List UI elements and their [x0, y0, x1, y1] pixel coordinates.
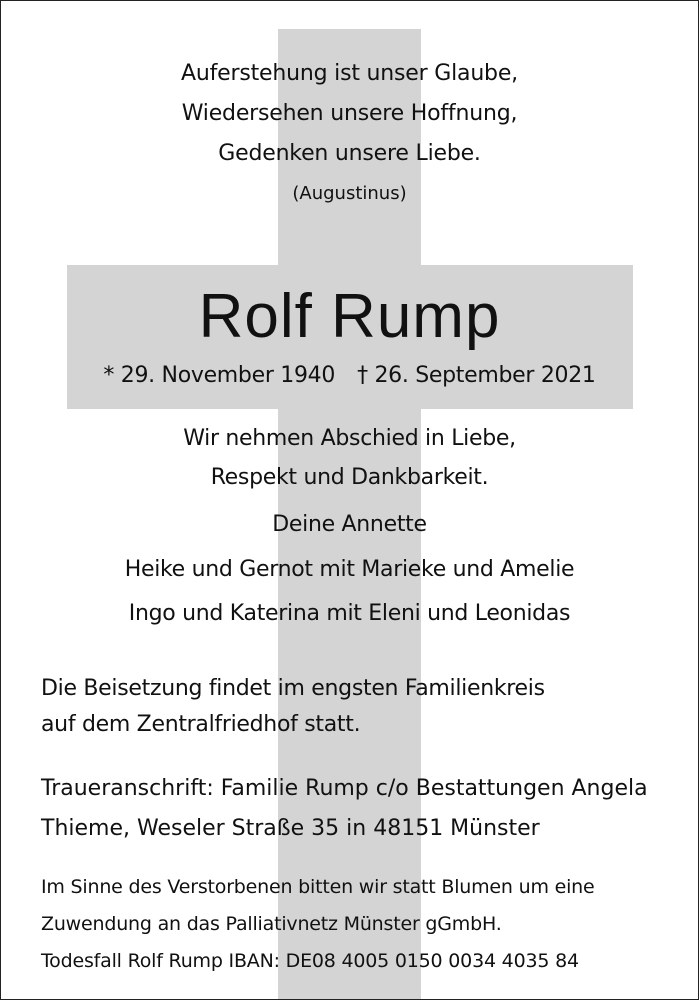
address-line-1: Traueranschrift: Familie Rump c/o Bestattungen Angela	[41, 776, 648, 801]
family-line-2: Heike und Gernot mit Marieke und Amelie	[124, 557, 575, 582]
farewell-line-1: Wir nehmen Abschied in Liebe,	[183, 426, 516, 451]
quote-source: (Augustinus)	[292, 183, 407, 204]
deceased-name: Rolf Rump	[198, 282, 501, 351]
quote-line-3: Gedenken unsere Liebe.	[218, 141, 481, 166]
burial-line-1: Die Beisetzung findet im engsten Familienkreis	[41, 676, 545, 701]
donation-line-1: Im Sinne des Verstorbenen bitten wir statt Blumen um eine	[41, 876, 595, 898]
burial-line-2: auf dem Zentralfriedhof statt.	[41, 712, 361, 737]
life-dates	[1, 363, 698, 388]
donation-line-2: Zuwendung an das Palliativnetz Münster gGmbH.	[41, 913, 502, 935]
donation-line-3: Todesfall Rolf Rump IBAN: DE08 4005 0150 0034 4035 84	[41, 950, 579, 972]
quote-line-1: Auferstehung ist unser Glaube,	[181, 61, 518, 86]
address-line-2: Thieme, Weseler Straße 35 in 48151 Münster	[41, 816, 540, 841]
family-line-3: Ingo und Katerina mit Eleni und Leonidas	[128, 601, 571, 626]
birth-date: * 29. November 1940	[103, 363, 336, 388]
quote-line-2: Wiedersehen unsere Hoffnung,	[181, 101, 518, 126]
farewell-line-2: Respekt und Dankbarkeit.	[210, 465, 489, 490]
family-line-1: Deine Annette	[272, 512, 427, 537]
death-date: † 26. September 2021	[357, 363, 596, 388]
